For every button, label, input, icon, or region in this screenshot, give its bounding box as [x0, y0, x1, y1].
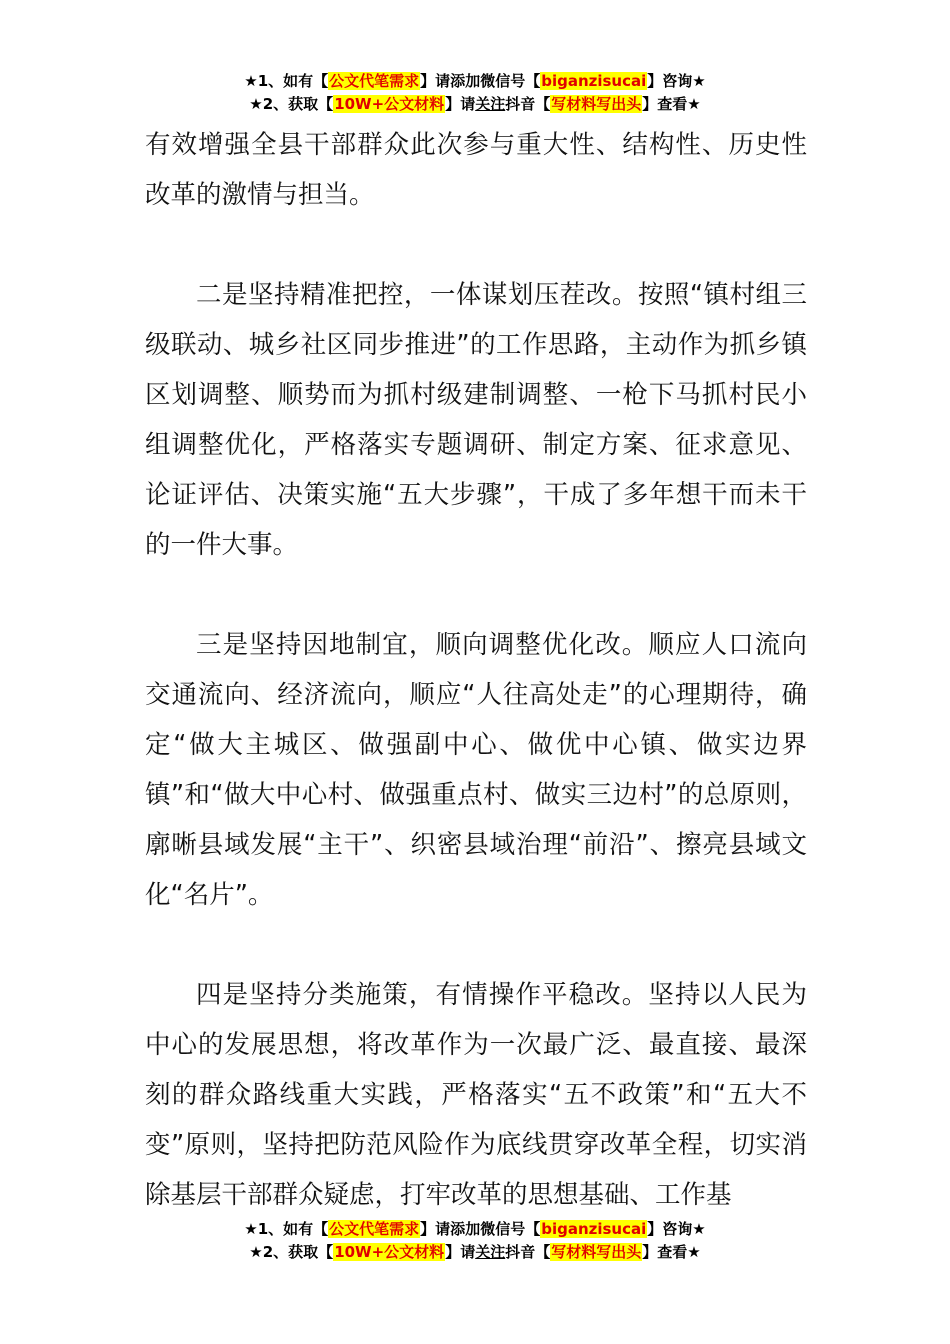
- banner-text: 】咨询★: [647, 1220, 706, 1238]
- banner-text: 】请: [445, 95, 476, 113]
- banner-highlight: biganzisucai: [541, 1220, 647, 1238]
- footer-banner-line-1: [0, 1218, 950, 1241]
- paragraph-two: 二是坚持精准把控，一体谋划压茬改。按照“镇村组三级联动、城乡社区同步推进”的工作思路，主动作为抓乡镇区划调整、顺势而为抓村级建制调整、一枪下马抓村民小组调整优化，严格落实专题调研、制定方案、征求意见、论证评估、决策实施“五大步骤”，干成了多年想干而未干的一件大事。: [145, 280, 807, 560]
- banner-highlight: 10W+公文材料: [334, 95, 445, 113]
- paragraph-gap: [145, 570, 807, 620]
- paragraph-three: 三是坚持因地制宜，顺向调整优化改。顺应人口流向交通流向、经济流向，顺应“人往高处走”的心理期待，确定“做大主城区、做强副中心、做优中心镇、做实边界镇”和“做大中心村、做强重点村、做实三边村”的总原则，廓晰县域发展“主干”、织密县域治理“前沿”、擦亮县域文化“名片”。: [145, 630, 807, 910]
- paragraph-continuation: 有效增强全县干部群众此次参与重大性、结构性、历史性改革的激情与担当。: [145, 130, 807, 210]
- banner-highlight: 写材料写出头: [551, 95, 642, 113]
- paragraph-gap: [145, 920, 807, 970]
- banner-text: 抖音【: [505, 1243, 551, 1261]
- banner-highlight: biganzisucai: [541, 72, 647, 90]
- banner-highlight: 10W+公文材料: [334, 1243, 445, 1261]
- header-banner-line-1: [0, 70, 950, 93]
- banner-text: 抖音【: [505, 95, 551, 113]
- banner-emphasis: 关注: [475, 1243, 506, 1261]
- header-banner: [0, 70, 950, 116]
- banner-emphasis: 加: [465, 72, 481, 90]
- banner-text: 】查看★: [642, 95, 701, 113]
- banner-text: 微信号【: [480, 1220, 541, 1238]
- banner-emphasis: 关注: [475, 95, 506, 113]
- banner-text: ★2、获取【: [249, 95, 334, 113]
- header-banner-line-2: [0, 93, 950, 116]
- banner-emphasis: 加: [465, 1220, 481, 1238]
- banner-text: ★1、如有【: [244, 1220, 329, 1238]
- banner-text: ★2、获取【: [249, 1243, 334, 1261]
- banner-highlight: 写材料写出头: [551, 1243, 642, 1261]
- paragraph-gap: [145, 220, 807, 270]
- banner-highlight: 公文代笔需求: [329, 72, 420, 90]
- banner-text: 】请: [445, 1243, 476, 1261]
- footer-banner-line-2: [0, 1241, 950, 1264]
- banner-text: ★1、如有【: [244, 72, 329, 90]
- banner-text: 】咨询★: [647, 72, 706, 90]
- footer-banner: [0, 1218, 950, 1264]
- document-body: [145, 120, 807, 1220]
- banner-text: 】查看★: [642, 1243, 701, 1261]
- banner-text: 】请添: [420, 1220, 466, 1238]
- paragraph-four: 四是坚持分类施策，有情操作平稳改。坚持以人民为中心的发展思想，将改革作为一次最广泛、最直接、最深刻的群众路线重大实践，严格落实“五不政策”和“五大不变”原则，坚持把防范风险作为底线贯穿改革全程，切实消除基层干部群众疑虑，打牢改革的思想基础、工作基: [145, 980, 807, 1210]
- banner-highlight: 公文代笔需求: [329, 1220, 420, 1238]
- banner-text: 】请添: [420, 72, 466, 90]
- banner-text: 微信号【: [480, 72, 541, 90]
